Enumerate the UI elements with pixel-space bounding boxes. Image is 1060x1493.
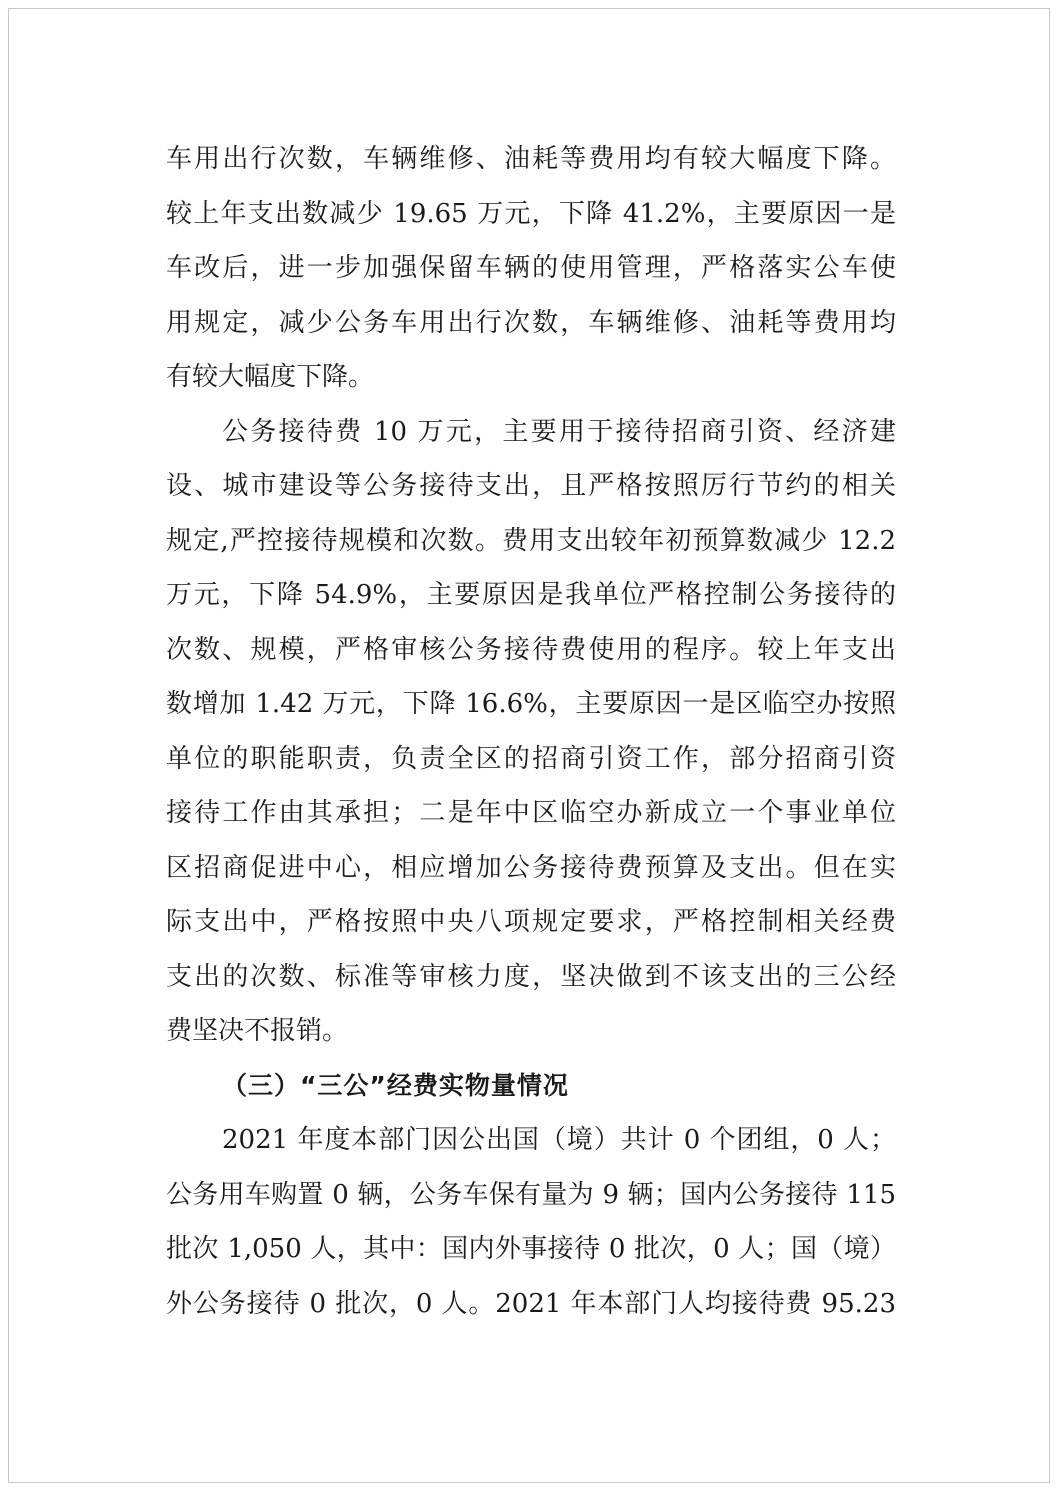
text-line: 规定,严控接待规模和次数。费用支出较年初预算数减少 12.2 — [166, 525, 896, 556]
text-line: 万元，下降 54.9%，主要原因是我单位严格控制公务接待的 — [166, 580, 896, 610]
text-line: 接待工作由其承担；二是年中区临空办新成立一个事业单位 — [166, 798, 896, 828]
text-line: 数增加 1.42 万元，下降 16.6%，主要原因一是区临空办按照 — [166, 689, 896, 719]
text-line: 外公务接待 0 批次，0 人。2021 年本部门人均接待费 95.23 — [166, 1288, 896, 1319]
text-line: 次数、规模，严格审核公务接待费使用的程序。较上年支出 — [166, 634, 896, 665]
section-heading: （三）“三公”经费实物量情况 — [222, 1070, 569, 1100]
text-line: 设、城市建设等公务接待支出，且严格按照厉行节约的相关 — [166, 471, 896, 501]
text-line: 较上年支出数减少 19.65 万元，下降 41.2%，主要原因一是 — [166, 198, 896, 229]
paragraph-physical-quantities — [166, 1113, 896, 1331]
text-line: 批次 1,050 人，其中：国内外事接待 0 批次，0 人；国（境） — [166, 1234, 896, 1264]
text-line: 用规定，减少公务车用出行次数，车辆维修、油耗等费用均 — [166, 307, 896, 338]
text-line: 支出的次数、标准等审核力度，坚决做到不该支出的三公经 — [166, 961, 896, 992]
text-line: 车用出行次数，车辆维修、油耗等费用均有较大幅度下降。 — [166, 144, 896, 174]
paragraph-vehicle-costs — [166, 132, 896, 405]
text-line: 际支出中，严格按照中央八项规定要求，严格控制相关经费 — [166, 907, 896, 937]
text-line: 费坚决不报销。 — [166, 1016, 349, 1046]
text-line: 区招商促进中心，相应增加公务接待费预算及支出。但在实 — [166, 852, 896, 883]
text-line: 单位的职能职责，负责全区的招商引资工作，部分招商引资 — [166, 743, 896, 774]
text-line: 有较大幅度下降。 — [166, 362, 375, 392]
text-line: 2021 年度本部门因公出国（境）共计 0 个团组，0 人； — [222, 1125, 896, 1155]
text-line: 公务接待费 10 万元，主要用于接待招商引资、经济建 — [222, 416, 896, 447]
paragraph-reception-costs — [166, 405, 896, 1059]
text-line: 公务用车购置 0 辆，公务车保有量为 9 辆；国内公务接待 115 — [166, 1179, 896, 1210]
text-line: 车改后，进一步加强保留车辆的使用管理，严格落实公车使 — [166, 253, 896, 283]
document-body — [166, 132, 896, 1331]
